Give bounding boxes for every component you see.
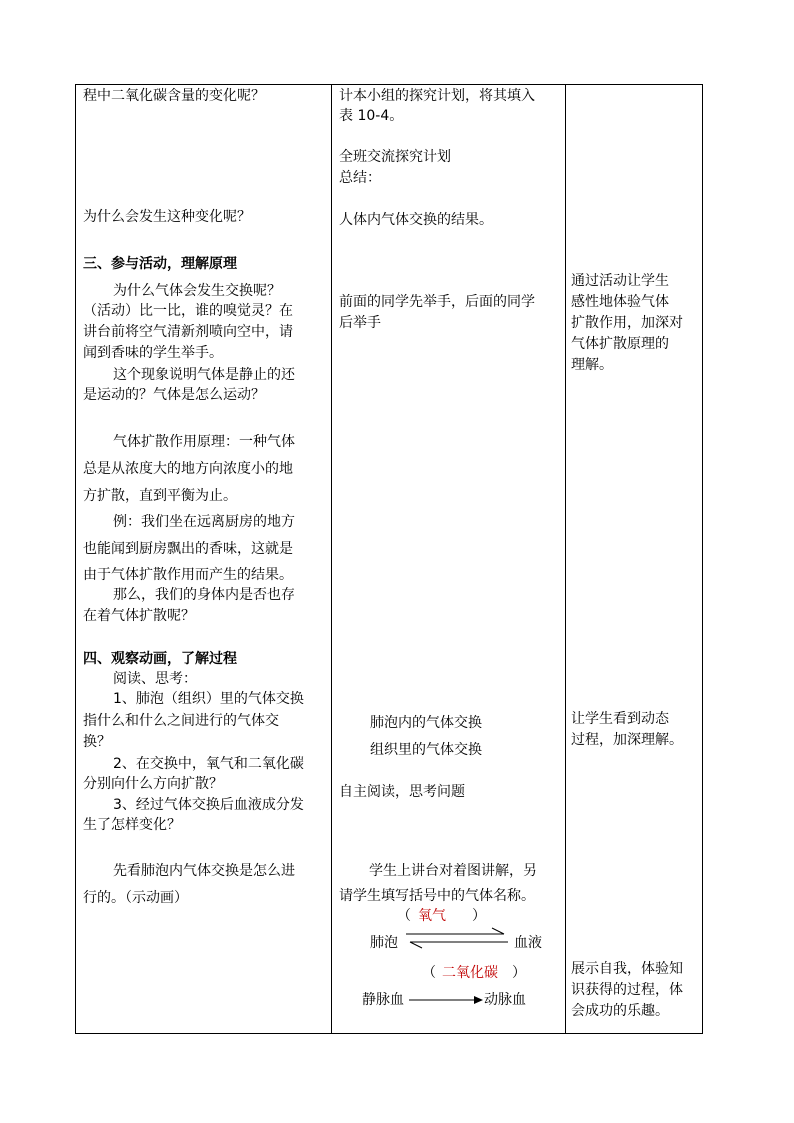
text-line: 通过活动让学生 xyxy=(571,273,669,289)
text-line: 分别向什么方向扩散？ xyxy=(83,776,223,792)
paren-close: ） xyxy=(512,965,526,981)
text-line: 展示自我，体验知 xyxy=(571,961,683,977)
text-line: 肺泡内的气体交换 xyxy=(370,715,482,731)
text-line: 组织里的气体交换 xyxy=(370,742,482,758)
oxygen-label: 氧气 xyxy=(418,908,446,924)
arterial-blood-label: 动脉血 xyxy=(484,992,526,1008)
text-line: 阅读、思考： xyxy=(113,671,197,687)
text-line: （活动）比一比，谁的嗅觉灵？在 xyxy=(83,303,293,319)
text-line: 2、在交换中，氧气和二氧化碳 xyxy=(113,756,304,772)
text-line: 会成功的乐趣。 xyxy=(571,1003,669,1019)
text-line: 计本小组的探究计划，将其填入 xyxy=(339,88,535,104)
section-heading-4: 四、观察动画，了解过程 xyxy=(83,651,237,667)
paren-close: ） xyxy=(472,908,486,924)
section-heading-3: 三、参与活动，理解原理 xyxy=(83,256,237,272)
text-line: 后举手 xyxy=(339,315,381,331)
text-line: 由于气体扩散作用而产生的结果。 xyxy=(83,567,293,583)
text-line: 是运动的？气体是怎么运动？ xyxy=(83,387,265,403)
text-line: 学生上讲台对着图讲解，另 xyxy=(369,863,537,879)
text-line: 换？ xyxy=(83,734,111,750)
text-line: 为什么气体会发生交换呢？ xyxy=(113,283,281,299)
text-line: 感性地体验气体 xyxy=(571,294,669,310)
text-line: 让学生看到动态 xyxy=(571,711,669,727)
text-line: 行的。（示动画） xyxy=(83,890,188,906)
text-line: 总结： xyxy=(339,170,381,186)
column-divider-2 xyxy=(565,85,566,1033)
paren-open: （ xyxy=(397,908,411,924)
text-line: 气体扩散原理的 xyxy=(571,336,669,352)
text-line: 请学生填写括号中的气体名称。 xyxy=(339,888,535,904)
text-line: 总是从浓度大的地方向浓度小的地 xyxy=(83,461,293,477)
text-line: 表 10-4。 xyxy=(339,108,404,124)
exchange-arrows-icon xyxy=(404,926,510,950)
text-line: 为什么会发生这种变化呢？ xyxy=(83,209,251,225)
text-line: 理解。 xyxy=(571,357,613,373)
text-line: 自主阅读，思考问题 xyxy=(339,784,465,800)
column-divider-1 xyxy=(331,85,332,1033)
text-line: 指什么和什么之间进行的气体交 xyxy=(83,713,279,729)
co2-label: 二氧化碳 xyxy=(442,965,498,981)
text-line: 程中二氧化碳含量的变化呢？ xyxy=(83,88,265,104)
text-line: 生了怎样变化？ xyxy=(83,817,181,833)
alveoli-label: 肺泡 xyxy=(370,935,398,951)
text-line: 扩散作用，加深对 xyxy=(571,315,683,331)
text-line: 1、肺泡（组织）里的气体交换 xyxy=(113,691,304,707)
arrow-right-icon xyxy=(408,993,484,1007)
text-line: 气体扩散作用原理：一种气体 xyxy=(113,434,295,450)
text-line: 人体内气体交换的结果。 xyxy=(339,212,493,228)
text-line: 全班交流探究计划 xyxy=(339,149,451,165)
text-line: 那么，我们的身体内是否也存 xyxy=(113,587,295,603)
text-line: 方扩散，直到平衡为止。 xyxy=(83,488,237,504)
text-line: 过程，加深理解。 xyxy=(571,732,683,748)
text-line: 讲台前将空气清新剂喷向空中，请 xyxy=(83,324,293,340)
text-line: 在着气体扩散呢？ xyxy=(83,608,195,624)
text-line: 这个现象说明气体是静止的还 xyxy=(113,367,295,383)
text-line: 3、经过气体交换后血液成分发 xyxy=(113,797,304,813)
text-line: 识获得的过程，体 xyxy=(571,982,683,998)
venous-blood-label: 静脉血 xyxy=(362,992,404,1008)
text-line: 前面的同学先举手，后面的同学 xyxy=(339,294,535,310)
text-line: 先看肺泡内气体交换是怎么进 xyxy=(113,863,295,879)
text-line: 闻到香味的学生举手。 xyxy=(83,345,223,361)
text-line: 例：我们坐在远离厨房的地方 xyxy=(113,514,295,530)
text-line: 也能闻到厨房飘出的香味，这就是 xyxy=(83,541,293,557)
paren-open: （ xyxy=(422,965,436,981)
blood-label: 血液 xyxy=(514,935,542,951)
